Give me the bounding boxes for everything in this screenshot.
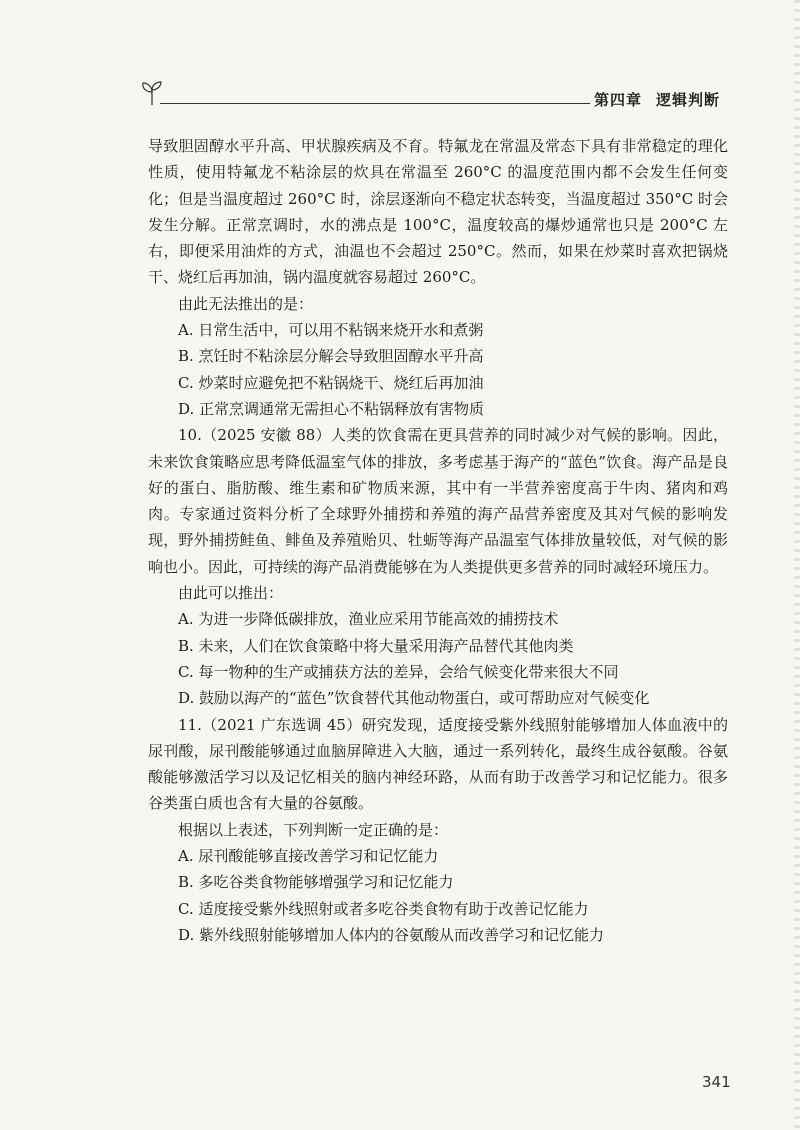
header-rule — [160, 103, 590, 104]
section-label: 逻辑判断 — [656, 91, 721, 109]
page-edge — [794, 0, 800, 1130]
q9-option-a: A. 日常生活中，可以用不粘锅来烧开水和煮粥 — [178, 321, 484, 340]
q11-option-a: A. 尿刊酸能够直接改善学习和记忆能力 — [178, 847, 439, 866]
q10-option-a: A. 为进一步降低碳排放，渔业应采用节能高效的捕捞技术 — [178, 610, 559, 629]
q11-option-c: C. 适度接受紫外线照射或者多吃谷类食物有助于改善记忆能力 — [178, 899, 589, 918]
q9-option-c: C. 炒菜时应避免把不粘锅烧干、烧红后再加油 — [178, 373, 484, 392]
q10-stem: 10.（2025 安徽 88）人类的饮食需在更具营养的同时减少对气候的影响。因此，未来饮食策略应思考降低温室气体的排放，多考虑基于海产的“蓝色”饮食。海产品是良好的蛋白、脂肪酸、维生素和矿物质来源，其中有一半营养密度高于牛肉、猪肉和鸡肉。专家通过资料分析了全球野外捕捞和养殖的海产品营养密度及其对气候的影响发现，野外捕捞鲑鱼、鲱鱼及养殖贻贝、牡蛎等海产品温室气体排放量较低，对气候的影响也小。因此，可持续的海产品消费能够在为人类提供更多营养的同时减轻环境压力。 — [148, 426, 728, 576]
page-number: 341 — [702, 1073, 731, 1091]
page-content — [148, 133, 728, 948]
sprout-icon — [140, 78, 164, 106]
q10-prompt: 由此可以推出： — [178, 584, 284, 603]
q10-option-d: D. 鼓励以海产的“蓝色”饮食替代其他动物蛋白，或可帮助应对气候变化 — [178, 689, 650, 708]
header-title — [594, 89, 720, 113]
q10-option-b: B. 未来，人们在饮食策略中将大量采用海产品替代其他肉类 — [178, 636, 574, 655]
q11-stem: 11.（2021 广东选调 45）研究发现，适度接受紫外线照射能够增加人体血液中的尿刊酸，尿刊酸能够通过血脑屏障进入大脑，通过一系列转化，最终生成谷氨酸。谷氨酸能够激活学习以及记忆相关的脑内神经环路，从而有助于改善学习和记忆能力。很多谷类蛋白质也含有大量的谷氨酸。 — [148, 715, 728, 813]
chapter-label: 第四章 — [594, 91, 643, 109]
q9-stem-tail: 导致胆固醇水平升高、甲状腺疾病及不育。特氟龙在常温及常态下具有非常稳定的理化性质，使用特氟龙不粘涂层的炊具在常温至 260°C 的温度范围内都不会发生任何变化；但是当温度超过 260°C 时，涂层逐渐向不稳定状态转变，当温度超过 350°C 时会发生分解。正常烹调时，水的沸点是 100°C，温度较高的爆炒通常也只是 200°C 左右，即便采用油炸的方式，油温也不会超过 250°C。然而，如果在炒菜时喜欢把锅烧干、烧红后再加油，锅内温度就容易超过 260°C。 — [148, 137, 728, 287]
running-header — [0, 0, 800, 120]
q10-option-c: C. 每一物种的生产或捕获方法的差异，会给气候变化带来很大不同 — [178, 662, 619, 681]
q11-prompt: 根据以上表述，下列判断一定正确的是： — [178, 820, 449, 839]
q11-option-d: D. 紫外线照射能够增加人体内的谷氨酸从而改善学习和记忆能力 — [178, 925, 605, 944]
q11-option-b: B. 多吃谷类食物能够增强学习和记忆能力 — [178, 873, 454, 892]
q9-option-d: D. 正常烹调通常无需担心不粘锅释放有害物质 — [178, 399, 485, 418]
q9-prompt: 由此无法推出的是： — [178, 294, 314, 313]
q9-option-b: B. 烹饪时不粘涂层分解会导致胆固醇水平升高 — [178, 347, 484, 366]
